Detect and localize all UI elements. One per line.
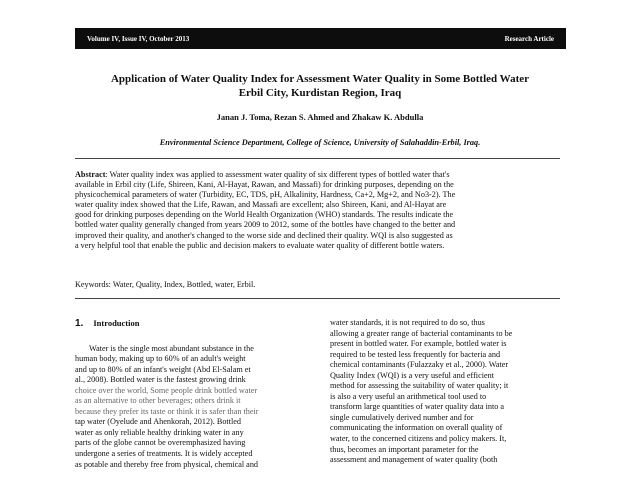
abstract-line: good for drinking purposes depending on the World Health Organization (WHO) standards. The results indicate the (75, 210, 454, 220)
article-type-label: Research Article (504, 34, 554, 43)
title-line-2: Erbil City, Kurdistan Region, Iraq (238, 87, 402, 99)
paper-title (60, 72, 580, 100)
body-line: human body, making up to 60% of an adult's weight (75, 354, 246, 364)
body-line: water as only reliable healthy drinking water in any (75, 427, 244, 437)
issue-label: Volume IV, Issue IV, October 2013 (87, 34, 190, 43)
section-number: 1. (75, 318, 84, 329)
abstract-line: improved their quality, and another's changed to the worse side and declined their quality. WQI is also suggested as (75, 230, 453, 240)
abstract-line: bottled water quality generally changed from years 2009 to 2012, some of the bottles have changed to the better and (75, 220, 456, 230)
abstract-label: Abstract (75, 170, 106, 179)
body-line: as potable and thereby free from physical, chemical and (75, 459, 259, 469)
body-line: as an alternative to other beverages; others drink it (75, 396, 241, 406)
left-column (75, 318, 313, 470)
body-line: tap water (Oyelude and Ahenkorah, 2012). Bottled (75, 417, 241, 427)
body-line: method for assessing the suitability of water quality; it (330, 381, 509, 391)
body-line: allowing a greater range of bacterial contaminants to be (330, 328, 513, 338)
abstract-line: : Water quality index was applied to assessment water quality of six different types of bottled water that's (105, 170, 450, 179)
body-line: parts of the globe cannot be overemphasized having (75, 438, 246, 448)
authors: Janan J. Toma, Rezan S. Ahmed and Zhakaw K. Abdulla (216, 112, 424, 122)
body-line: present in bottled water. For example, bottled water is (330, 339, 507, 349)
body-line: al., 2008). Bottled water is the fastest growing drink (75, 375, 246, 385)
body-line: choice over the world, Some people drink bottled water (75, 385, 258, 395)
journal-header-bar (75, 28, 566, 49)
body-line: Water is the single most abundant substance in the (89, 343, 254, 353)
body-line: assessment and management of water quality (both (330, 455, 498, 465)
body-line: thus, becomes an important parameter for the (330, 444, 479, 454)
abstract-line: available in Erbil city (Life, Shireen, Kani, Al-Hayat, Rawan, and Massafi) for drinking purposes, depending on the (75, 180, 454, 190)
divider-top (75, 158, 560, 159)
divider-bottom (75, 298, 560, 299)
body-line: chemical contaminants (Fulazzaky et al., 2000). Water (330, 360, 509, 370)
right-column (330, 318, 568, 466)
body-line: water, to the concerned citizens and policy makers. It, (330, 434, 507, 444)
abstract-line: a very helpful tool that enable the public and decision makers to evaluate water quality of different bottle waters. (75, 240, 445, 250)
section-title: Introduction (93, 318, 140, 328)
body-line: and up to 80% of an infant's weight (Abd El-Salam et (75, 364, 251, 374)
body-line: Quality Index (WQI) is a very useful and efficient (330, 370, 494, 380)
abstract-line: physicochemical parameters of water (Turbidity, EC, TDS, pH, Alkalinity, Hardness, Ca+2, Mg+2, and No3-2). The (75, 190, 456, 200)
abstract (75, 170, 567, 251)
body-line: because they prefer its taste or think it is safer than their (75, 406, 259, 416)
affiliation: Environmental Science Department, College of Science, University of Salahaddin-Erbil, Iraq. (159, 138, 481, 147)
body-line: water standards, it is not required to do so, thus (330, 318, 485, 327)
abstract-line: water quality index showed that the Life, Rawan, and Massafi are excellent; also Shireen, Kani, and Al-Hayat are (75, 200, 447, 210)
body-line: required to be tested less frequently for bacteria and (330, 349, 501, 359)
body-line: undergone a series of treatments. It is widely accepted (75, 449, 253, 459)
body-line: is also a very useful an arithmetical tool used to (330, 391, 487, 401)
body-line: communicating the information on overall quality of (330, 423, 503, 433)
body-line: single cumulatively derived number and for (330, 412, 474, 422)
body-line: transform large quantities of water quality data into a (330, 402, 505, 412)
section-heading (75, 318, 313, 330)
title-line-1: Application of Water Quality Index for Assessment Water Quality in Some Bottled Water (110, 73, 529, 85)
keywords: Keywords: Water, Quality, Index, Bottled, water, Erbil. (75, 280, 256, 289)
